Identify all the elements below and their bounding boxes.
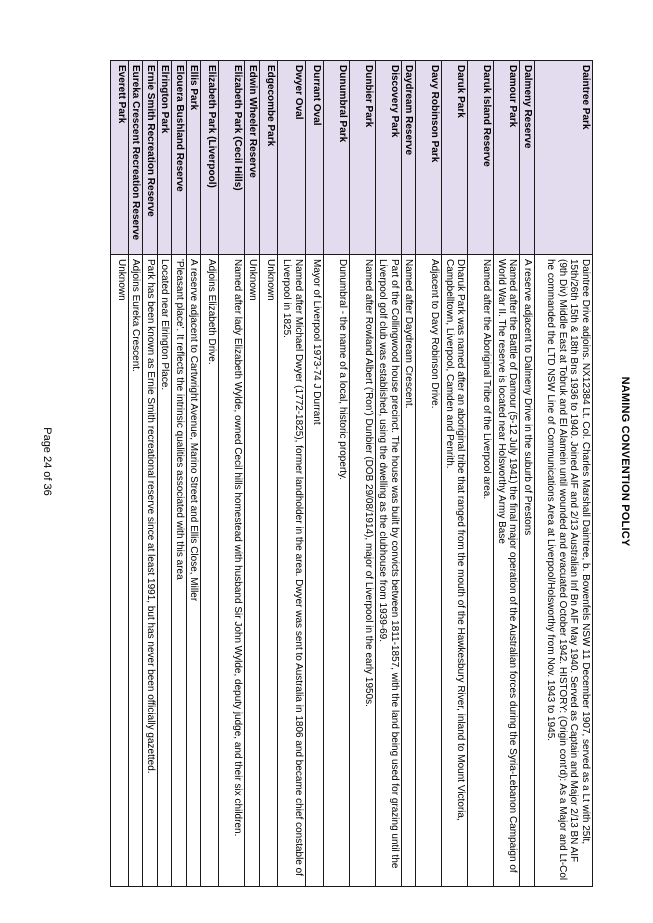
park-name: Daruk Island Reserve <box>468 61 494 255</box>
park-description: Unknown <box>111 255 129 887</box>
park-name: Daintree Park <box>535 61 593 255</box>
park-name: Discovery Park <box>376 61 402 255</box>
park-name: Damour Park <box>494 61 520 255</box>
park-description: Park has been known as Ernie Smith recreational reserve since at least 1991, but has never been officially gazetted. <box>143 255 158 887</box>
table-row <box>324 61 350 887</box>
table-body <box>111 61 593 887</box>
table-row <box>402 61 417 887</box>
park-description: A reserve adjacent to Cartwright Avenue, Marino Street and Ellis Close, Miller <box>187 255 202 887</box>
park-name: Ernie Smith Recreation Reserve <box>143 61 158 255</box>
park-description: Named after Michael Dwyer (1772-1825), former landholder in the area. Dwyer was sent to Australia in 1806 and became chief constable of Liverpool in 1825. <box>278 255 306 887</box>
table-row <box>158 61 173 887</box>
table-row <box>350 61 376 887</box>
table-row <box>535 61 593 887</box>
park-description: Named after lady Elizabeth Wylde, owned Cecil hills homestead with husband Sir John Wylde, deputy judge, and their six children. <box>219 255 245 887</box>
park-name: Everett Park <box>111 61 129 255</box>
park-name: Durrant Oval <box>306 61 324 255</box>
park-description: Named after the Aboriginal Tribe of the Liverpool area. <box>468 255 494 887</box>
document-title: NAMING CONVENTION POLICY <box>619 376 631 547</box>
park-description: Adjacent to Davy Robinson Drive. <box>416 255 442 887</box>
park-description: Named after Rowland Albert ('Ron') Dunbier (DOB 29/08/1914), major of Liverpool in the early 1950s. <box>350 255 376 887</box>
table-row <box>260 61 278 887</box>
table-row <box>187 61 202 887</box>
park-name: Dunbier Park <box>350 61 376 255</box>
table-row <box>219 61 245 887</box>
park-name: Edwin Wheeler Reserve <box>245 61 260 255</box>
table-row <box>520 61 535 887</box>
table-row <box>468 61 494 887</box>
park-description: Adjoins Eureka Crescent. <box>129 255 144 887</box>
park-name: Ellis Park <box>187 61 202 255</box>
park-description: A reserve adjacent to Dalmeny Drive in the suburb of Prestons <box>520 255 535 887</box>
park-name: Elouera Bushland Reserve <box>172 61 187 255</box>
table-row <box>111 61 129 887</box>
park-name: Dunumbral Park <box>324 61 350 255</box>
park-description: Daintree Drive adjoins. NX12384 Lt. Col. Charles Marshall Daintree, b. Bowenfels NSW 11 December 1907, served as a Lt with 25lt, 15th/26th 15th & 18th Bns 1936 to 1940. Joined AIF and 2/13 Australian Inf Bn AIF May 1940. Served as Captain and Major 2/13 BN AIF (9th Div) Middle East at Tobruk and El Alamein until wounded and evacuated October 1942. HISTORY: (Origin cont'd): As a Major and Lt-Col he commanded the LTD NSW Line of Communications Area at Liverpool/Holsworthy from Nov. 1943 to 1945. <box>535 255 593 887</box>
park-name: Dwyer Oval <box>278 61 306 255</box>
park-description: Located near Elrington Place. <box>158 255 173 887</box>
page-number: Page 24 of 36 <box>41 427 53 496</box>
park-description: Adjoins Elizabeth Drive. <box>201 255 219 887</box>
table-row <box>245 61 260 887</box>
park-description: Dharuk Park was named after an aboriginal tribe that ranged from the mouth of the Hawkesbury River, inland to Mount Victoria, Campbelltown, Liverpool, Camden and Penrith. <box>442 255 468 887</box>
park-name: Elrington Park <box>158 61 173 255</box>
park-name: Davy Robinson Park <box>416 61 442 255</box>
park-name: Dalmeny Reserve <box>520 61 535 255</box>
park-name: Edgecombe Park <box>260 61 278 255</box>
table-row <box>416 61 442 887</box>
park-description: Mayor of Liverpool 1973-74 J Durrant <box>306 255 324 887</box>
park-description: Named after Daydream Crescent. <box>402 255 417 887</box>
park-name: Elizabeth Park (Liverpool) <box>201 61 219 255</box>
table-row <box>201 61 219 887</box>
table-row <box>306 61 324 887</box>
park-description: Dunumbral - the name of a local, historic property. <box>324 255 350 887</box>
table-row <box>129 61 144 887</box>
table-row <box>172 61 187 887</box>
park-description: Named after the Battle of Damour (5-12 July 1941) the final major operation of the Australian forces during the Syria-Lebanon Campaign of World War II. The reserve is located near Holsworthy Army Base <box>494 255 520 887</box>
park-name: Eureka Crescent Recreation Reserve <box>129 61 144 255</box>
park-description: Unknown <box>245 255 260 887</box>
park-description: Unknown <box>260 255 278 887</box>
table-row <box>143 61 158 887</box>
park-name: Daydream Reserve <box>402 61 417 255</box>
park-description: 'Pleasant place'. It reflects the intrinsic qualities associated with this area <box>172 255 187 887</box>
park-name: Elizabeth Park (Cecil Hills) <box>219 61 245 255</box>
table-row <box>442 61 468 887</box>
park-name: Daruk Park <box>442 61 468 255</box>
table-row <box>278 61 306 887</box>
naming-table <box>110 60 593 887</box>
table-row <box>376 61 402 887</box>
table-row <box>494 61 520 887</box>
park-description: Part of the Collingwood house precinct. The house was built by convicts between 1811-1857, with the land being used for grazing until the Liverpool golf club was established, using the dwelling as the clubhouse from 1939-69. <box>376 255 402 887</box>
